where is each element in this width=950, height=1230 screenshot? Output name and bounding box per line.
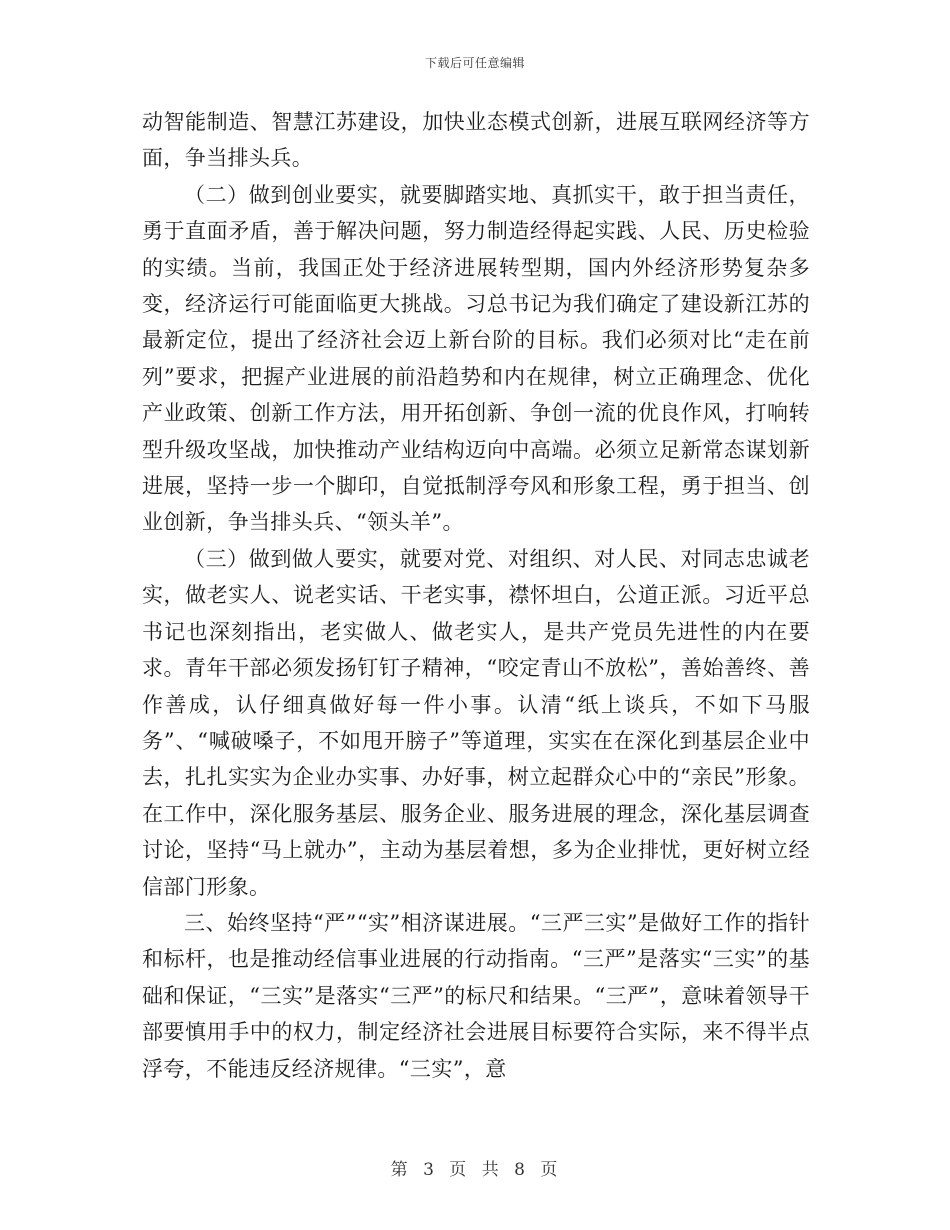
page-header-note: 下载后可任意编辑: [424, 56, 525, 70]
paragraph-entrepreneurship: （二）做到创业要实，就要脚踏实地、真抓实干，敢于担当责任，勇于直面矛盾，善于解决问题，努力制造经得起实践、人民、历史检验的实绩。当前，我国正处于经济进展转型期，国内外经济形势复杂多变，经济运行可能面临更大挑战。习总书记为我们确定了建设新江苏的最新定位，提出了经济社会迈上新台阶的目标。我们必须对比“走在前列”要求，把握产业进展的前沿趋势和内在规律，树立正确理念、优化产业政策、创新工作方法，用开拓创新、争创一流的优良作风，打响转型升级攻坚战，加快推动产业结构迈向中高端。必须立足新常态谋划新进展，坚持一步一个脚印，自觉抵制浮夸风和形象工程，勇于担当、创业创新，争当排头兵、“领头羊”。: [142, 182, 810, 535]
page-number: 第 3 页 共 8 页: [390, 1160, 560, 1180]
paragraph-strict-and-practical: 三、始终坚持“严”“实”相济谋进展。“三严三实”是做好工作的指针和标杆，也是推动经信事业进展的行动指南。“三严”是落实“三实”的基础和保证，“三实”是落实“三严”的标尺和结果。“三严”，意味着领导干部要慎用手中的权力，制定经济社会进展目标要符合实际，来不得半点浮夸，不能违反经济规律。“三实”，意: [142, 910, 810, 1081]
document-body: [142, 104, 810, 1087]
paragraph-integrity: （三）做到做人要实，就要对党、对组织、对人民、对同志忠诚老实，做老实人、说老实话、干老实事，襟怀坦白，公道正派。习近平总书记也深刻指出，老实做人、做老实人，是共产党员先进性的内在要求。青年干部必须发扬钉钉子精神，“咬定青山不放松”，善始善终、善作善成，认仔细真做好每一件小事。认清“纸上谈兵，不如下马服务”、“喊破嗓子，不如甩开膀子”等道理，实实在在深化到基层企业中去，扎扎实实为企业办实事、办好事，树立起群众心中的“亲民”形象。在工作中，深化服务基层、服务企业、服务进展的理念，深化基层调查讨论，坚持“马上就办”，主动为基层着想，多为企业排忧，更好树立经信部门形象。: [142, 546, 810, 899]
paragraph-continuation: 动智能制造、智慧江苏建设，加快业态模式创新，进展互联网经济等方面，争当排头兵。: [142, 110, 810, 171]
